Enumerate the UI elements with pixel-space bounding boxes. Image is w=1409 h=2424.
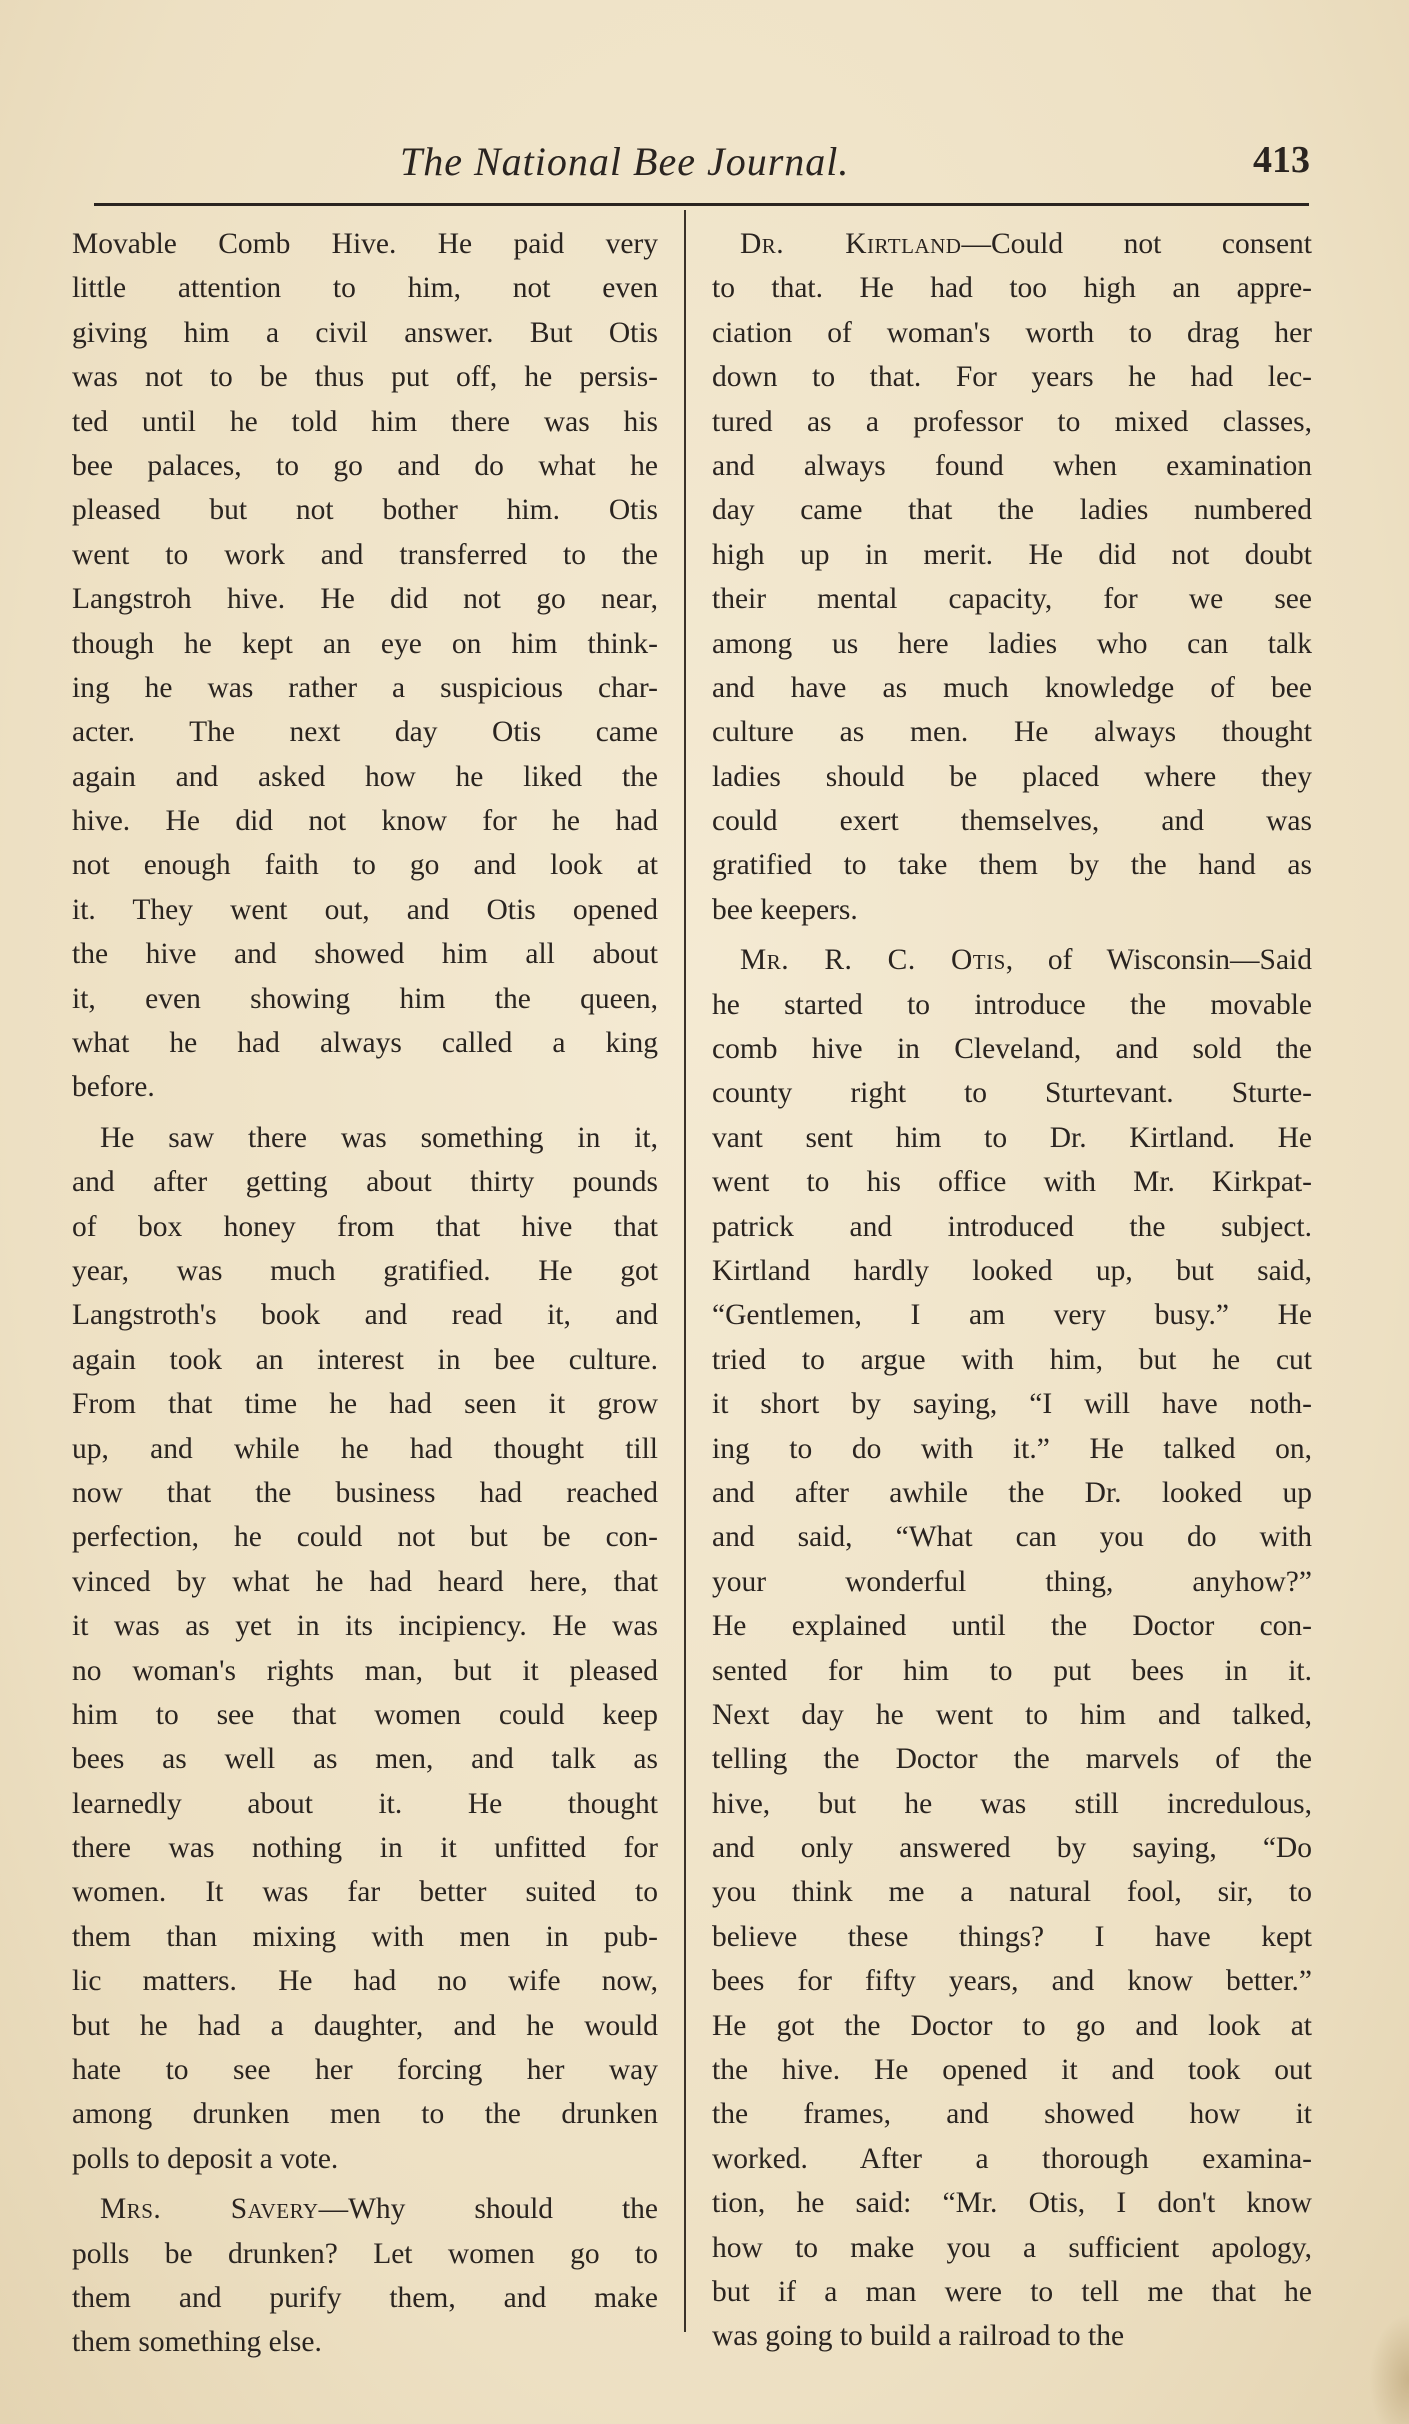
text-line: went to work and transferred to the (72, 538, 658, 571)
text-line: polls to deposit a vote. (72, 2142, 339, 2175)
text-line: Langstroh hive. He did not go near, (72, 583, 658, 616)
text-line: and after getting about thirty pounds (72, 1166, 658, 1199)
text-line: it. They went out, and Otis opened (72, 893, 658, 926)
text-line: but he had a daughter, and he would (72, 2009, 658, 2042)
header-rule (94, 203, 1309, 206)
text-line: ing to do with it.” He talked on, (712, 1432, 1312, 1465)
text-line: comb hive in Cleveland, and sold the (712, 1033, 1312, 1066)
text-line: them and purify them, and make (72, 2281, 658, 2314)
speaker-line-rest: —Why should the (318, 2193, 658, 2226)
text-line: Langstroth's book and read it, and (72, 1299, 658, 1332)
text-line: He saw there was something in it, (100, 1121, 658, 1154)
text-line: pleased but not bother him. Otis (72, 494, 658, 527)
text-line: and have as much knowledge of bee (712, 671, 1312, 704)
speaker-line-rest: —Could not consent (961, 228, 1312, 260)
text-line: He got the Doctor to go and look at (712, 2009, 1312, 2042)
text-line: what he had always called a king (72, 1027, 658, 1060)
text-line: year, was much gratified. He got (72, 1254, 658, 1287)
text-line: their mental capacity, for we see (712, 583, 1312, 616)
text-line: you think me a natural fool, sir, to (712, 1876, 1312, 1909)
left-column (72, 222, 658, 2365)
text-line: bee palaces, to go and do what he (72, 449, 658, 482)
text-line: the hive and showed him all about (72, 938, 658, 971)
paragraph (712, 222, 1312, 932)
speaker-name: Dr. Kirtland (740, 228, 962, 260)
paragraph (72, 1116, 658, 2181)
text-line: ciation of woman's worth to drag her (712, 316, 1312, 349)
text-line: went to his office with Mr. Kirkpat- (712, 1166, 1312, 1199)
text-line: vinced by what he had heard here, that (72, 1565, 658, 1598)
paragraph (72, 2187, 658, 2365)
text-line: the frames, and showed how it (712, 2098, 1312, 2131)
text-line: hive, but he was still incredulous, (712, 1787, 1312, 1820)
paper-stain (1369, 2314, 1409, 2424)
text-line: ladies should be placed where they (712, 760, 1312, 793)
text-line: sented for him to put bees in it. (712, 1654, 1312, 1687)
text-line: bee keepers. (712, 893, 858, 926)
text-line: Movable Comb Hive. He paid very (72, 228, 658, 260)
text-line: tion, he said: “Mr. Otis, I don't know (712, 2187, 1312, 2220)
text-line: it was as yet in its incipiency. He was (72, 1610, 658, 1643)
text-line: polls be drunken? Let women go to (72, 2237, 658, 2270)
text-line: them than mixing with men in pub- (72, 1920, 658, 1953)
text-line: up, and while he had thought till (72, 1432, 658, 1465)
text-line: bees for fifty years, and know better.” (712, 1965, 1312, 1998)
text-line: telling the Doctor the marvels of the (712, 1743, 1312, 1776)
text-line: and after awhile the Dr. looked up (712, 1476, 1312, 1509)
text-line: your wonderful thing, anyhow?” (712, 1565, 1312, 1598)
text-line: of box honey from that hive that (72, 1210, 658, 1243)
text-line: and said, “What can you do with (712, 1521, 1312, 1554)
text-line: tured as a professor to mixed classes, (712, 405, 1312, 438)
text-line: was not to be thus put off, he persis- (72, 361, 658, 394)
speaker-name: Mrs. Savery (100, 2193, 319, 2226)
text-line: was going to build a railroad to the (712, 2320, 1125, 2353)
text-line: high up in merit. He did not doubt (712, 538, 1312, 571)
text-line: among us here ladies who can talk (712, 627, 1312, 660)
text-line (712, 222, 1312, 266)
text-line: no woman's rights man, but it pleased (72, 1654, 658, 1687)
text-line: again and asked how he liked the (72, 760, 658, 793)
speaker-line-rest: , of Wisconsin—Said (1005, 944, 1312, 977)
text-line (72, 2187, 658, 2231)
text-line: He explained until the Doctor con- (712, 1610, 1312, 1643)
paragraph (72, 222, 658, 1110)
text-line: day came that the ladies numbered (712, 494, 1312, 527)
text-line: bees as well as men, and talk as (72, 1743, 658, 1776)
text-line: perfection, he could not but be con- (72, 1521, 658, 1554)
text-line: down to that. For years he had lec- (712, 361, 1312, 394)
text-line: could exert themselves, and was (712, 805, 1312, 838)
text-line: culture as men. He always thought (712, 716, 1312, 749)
text-line: before. (72, 1071, 155, 1104)
text-line: it short by saying, “I will have noth- (712, 1388, 1312, 1421)
text-line: and always found when examination (712, 449, 1312, 482)
text-line: among drunken men to the drunken (72, 2098, 658, 2131)
text-line: the hive. He opened it and took out (712, 2054, 1312, 2087)
text-line: ted until he told him there was his (72, 405, 658, 438)
text-line: but if a man were to tell me that he (712, 2275, 1312, 2308)
text-line: vant sent him to Dr. Kirtland. He (712, 1121, 1312, 1154)
text-line: he started to introduce the movable (712, 988, 1312, 1021)
text-line: tried to argue with him, but he cut (712, 1343, 1312, 1376)
text-line: how to make you a sufficient apology, (712, 2231, 1312, 2264)
column-divider (684, 210, 686, 2332)
text-line: not enough faith to go and look at (72, 849, 658, 882)
text-line: ing he was rather a suspicious char- (72, 671, 658, 704)
text-line: again took an interest in bee culture. (72, 1343, 658, 1376)
text-line: learnedly about it. He thought (72, 1787, 658, 1820)
paragraph (712, 938, 1312, 2359)
text-line: “Gentlemen, I am very busy.” He (712, 1299, 1312, 1332)
text-line: Kirtland hardly looked up, but said, (712, 1254, 1312, 1287)
text-line: little attention to him, not even (72, 272, 658, 305)
text-line: Next day he went to him and talked, (712, 1698, 1312, 1731)
running-head (70, 138, 1310, 188)
text-line: giving him a civil answer. But Otis (72, 316, 658, 349)
journal-title: The National Bee Journal. (400, 139, 850, 184)
text-line: worked. After a thorough examina- (712, 2142, 1312, 2175)
text-line: patrick and introduced the subject. (712, 1210, 1312, 1243)
text-line: women. It was far better suited to (72, 1876, 658, 1909)
text-line: acter. The next day Otis came (72, 716, 658, 749)
text-line: to that. He had too high an appre- (712, 272, 1312, 305)
text-line: though he kept an eye on him think- (72, 627, 658, 660)
text-line: From that time he had seen it grow (72, 1388, 658, 1421)
text-line: him to see that women could keep (72, 1698, 658, 1731)
text-line: hive. He did not know for he had (72, 805, 658, 838)
text-line: now that the business had reached (72, 1476, 658, 1509)
speaker-name: Mr. R. C. Otis (740, 944, 1006, 977)
page-number: 413 (1253, 139, 1310, 181)
text-line (712, 938, 1312, 982)
text-line: believe these things? I have kept (712, 1920, 1312, 1953)
text-line: county right to Sturtevant. Sturte- (712, 1077, 1312, 1110)
text-line: it, even showing him the queen, (72, 982, 658, 1015)
text-line: gratified to take them by the hand as (712, 849, 1312, 882)
text-line: there was nothing in it unfitted for (72, 1832, 658, 1865)
text-line: them something else. (72, 2326, 322, 2359)
text-line: hate to see her forcing her way (72, 2054, 658, 2087)
text-line: and only answered by saying, “Do (712, 1832, 1312, 1865)
text-line: lic matters. He had no wife now, (72, 1965, 658, 1998)
right-column (712, 222, 1312, 2359)
